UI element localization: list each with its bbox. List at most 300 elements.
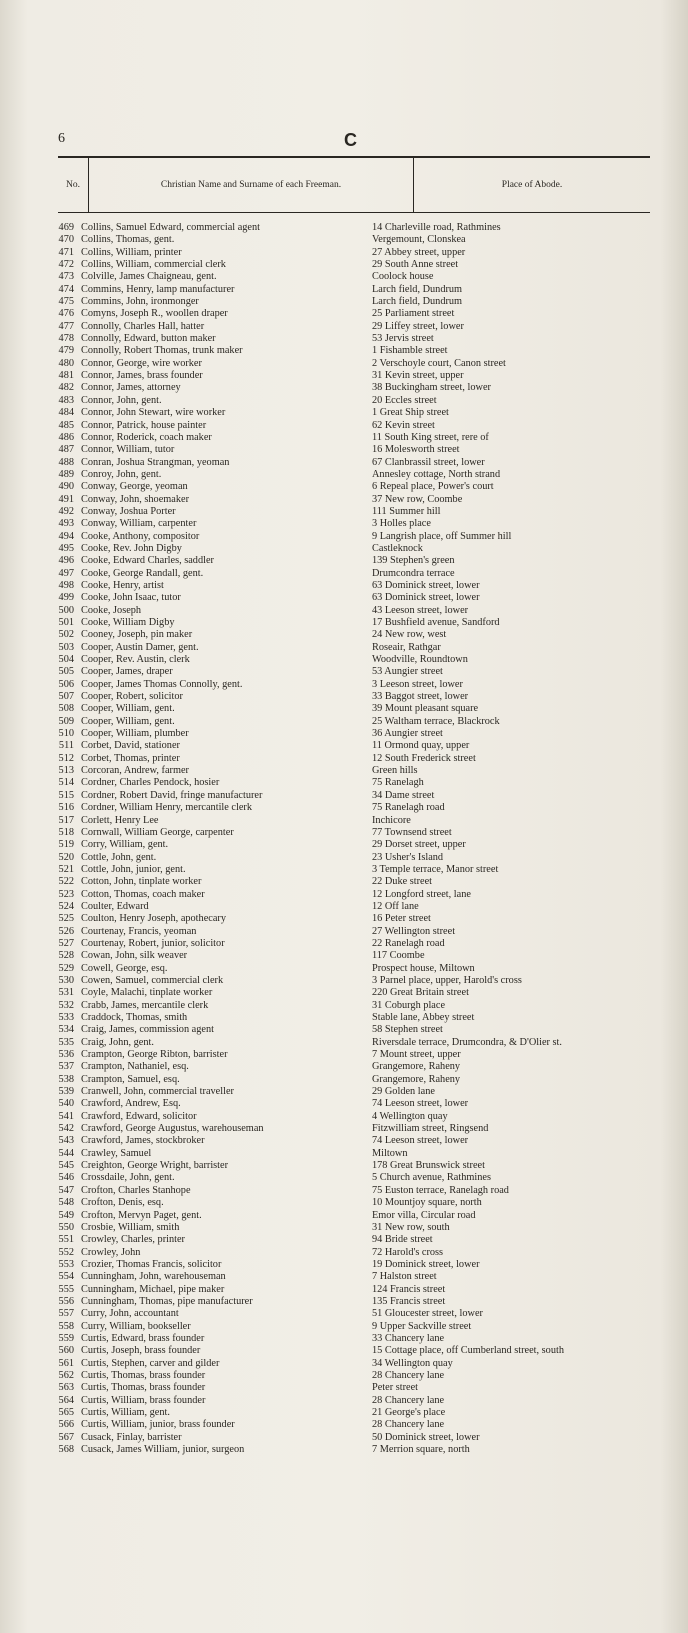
list-item (0, 950, 688, 962)
entry-number: 517 (58, 814, 74, 826)
list-item (0, 617, 688, 629)
entry-number: 501 (58, 617, 74, 628)
freeman-name: Cottle, John, gent. (81, 851, 157, 863)
place-of-abode: 29 South Anne street (372, 259, 459, 271)
list-item (0, 1358, 688, 1370)
place-of-abode: Inchicore (372, 814, 411, 826)
entry-number: 499 (58, 592, 74, 604)
list-item (0, 259, 688, 271)
freeman-name: Cowell, George, esq. (81, 962, 168, 974)
entry-number: 519 (58, 839, 74, 851)
entry-number: 492 (58, 505, 74, 517)
list-item (0, 395, 688, 407)
list-item (0, 271, 688, 283)
freeman-name: Crawford, George Augustus, warehouseman (81, 1123, 264, 1135)
entry-number: 521 (58, 863, 74, 875)
entry-number: 563 (58, 1382, 74, 1394)
freeman-name: Collins, William, commercial clerk (81, 259, 226, 271)
list-item (0, 358, 688, 370)
entry-number: 494 (58, 530, 74, 542)
entry-number: 524 (58, 900, 74, 912)
entry-number: 557 (58, 1308, 74, 1320)
entry-number: 540 (58, 1098, 74, 1110)
list-item (0, 839, 688, 851)
freeman-name: Curtis, Thomas, brass founder (81, 1382, 206, 1394)
list-item (0, 469, 688, 481)
list-item (0, 407, 688, 419)
freeman-name: Cooper, William, gent. (81, 703, 175, 715)
entry-number: 565 (58, 1407, 74, 1418)
list-item (0, 815, 688, 827)
freeman-name: Connor, John, gent. (81, 394, 162, 406)
freeman-name: Craddock, Thomas, smith (81, 1012, 188, 1023)
entry-number: 533 (58, 1012, 74, 1023)
list-item (0, 1247, 688, 1259)
place-of-abode: 37 New row, Coombe (372, 493, 463, 505)
freeman-name: Cooke, Rev. John Digby (81, 542, 182, 554)
entry-number: 549 (58, 1209, 74, 1221)
entry-number: 535 (58, 1036, 74, 1048)
table-header (58, 156, 650, 213)
freeman-name: Cranwell, John, commercial traveller (81, 1086, 234, 1098)
entry-number: 473 (58, 271, 74, 283)
list-item (0, 827, 688, 839)
place-of-abode: 94 Bride street (372, 1234, 433, 1246)
freeman-name: Cooke, John Isaac, tutor (81, 592, 181, 604)
place-of-abode: 20 Eccles street (372, 394, 437, 406)
freeman-name: Curtis, William, brass founder (81, 1394, 206, 1406)
freeman-name: Crampton, George Ribton, barrister (81, 1049, 228, 1061)
place-of-abode: 5 Church avenue, Rathmines (372, 1172, 491, 1184)
entry-number: 478 (58, 333, 74, 345)
freeman-name: Corlett, Henry Lee (81, 814, 159, 826)
place-of-abode: 50 Dominick street, lower (372, 1431, 480, 1443)
list-item (0, 654, 688, 666)
list-item (0, 1061, 688, 1073)
entry-number: 548 (58, 1197, 74, 1209)
list-item (0, 691, 688, 703)
entry-number: 529 (58, 962, 74, 974)
freeman-name: Conway, George, yeoman (81, 481, 188, 493)
list-item (0, 345, 688, 357)
place-of-abode: 62 Kevin street (372, 419, 435, 431)
list-item (0, 457, 688, 469)
place-of-abode: 74 Leeson street, lower (372, 1135, 469, 1147)
entry-number: 528 (58, 950, 74, 962)
list-item (0, 938, 688, 950)
list-item (0, 1148, 688, 1160)
list-item (0, 679, 688, 691)
entry-number: 513 (58, 765, 74, 777)
list-item (0, 1135, 688, 1147)
place-of-abode: Larch field, Dundrum (372, 283, 463, 295)
list-item (0, 1172, 688, 1184)
entry-number: 476 (58, 308, 74, 320)
list-item (0, 432, 688, 444)
list-item (0, 247, 688, 259)
entry-number: 512 (58, 752, 74, 764)
place-of-abode: Larch field, Dundrum (372, 296, 463, 308)
entry-number: 553 (58, 1258, 74, 1270)
place-of-abode: 14 Charleville road, Rathmines (372, 222, 501, 233)
entry-number: 511 (58, 740, 74, 752)
list-item (0, 1234, 688, 1246)
freeman-name: Crofton, Charles Stanhope (81, 1184, 191, 1196)
place-of-abode: Green hills (372, 765, 418, 777)
freeman-name: Curtis, Thomas, brass founder (81, 1369, 206, 1381)
freeman-name: Connor, James, attorney (81, 382, 181, 394)
entry-number: 556 (58, 1295, 74, 1307)
place-of-abode: Prospect house, Miltown (372, 962, 475, 974)
freeman-name: Curtis, William, gent. (81, 1407, 170, 1418)
freeman-name: Conway, William, carpenter (81, 518, 197, 530)
freeman-name: Cooke, Henry, artist (81, 579, 164, 591)
freeman-name: Crabb, James, mercantile clerk (81, 999, 209, 1011)
place-of-abode: 33 Baggot street, lower (372, 691, 469, 703)
place-of-abode: Annesley cottage, North strand (372, 468, 501, 480)
list-item (0, 876, 688, 888)
freeman-name: Cunningham, Thomas, pipe manufacturer (81, 1295, 253, 1307)
freeman-name: Connor, Roderick, coach maker (81, 431, 212, 443)
place-of-abode: 38 Buckingham street, lower (372, 382, 491, 394)
freeman-name: Cordner, William Henry, mercantile clerk (81, 802, 253, 814)
place-of-abode: Vergemount, Clonskea (372, 234, 466, 246)
freeman-name: Comyns, Joseph R., woollen draper (81, 308, 228, 320)
list-item (0, 1185, 688, 1197)
place-of-abode: 3 Leeson street, lower (372, 678, 463, 690)
entry-number: 516 (58, 802, 74, 814)
freeman-name: Commins, Henry, lamp manufacturer (81, 283, 235, 295)
entry-number: 514 (58, 777, 74, 789)
list-item (0, 666, 688, 678)
list-item (0, 963, 688, 975)
freeman-name: Cottle, John, junior, gent. (81, 863, 186, 875)
freeman-name: Coulter, Edward (81, 900, 149, 912)
list-item (0, 913, 688, 925)
place-of-abode: 7 Halston street (372, 1271, 437, 1283)
list-item (0, 740, 688, 752)
entry-number: 539 (58, 1086, 74, 1098)
entry-number: 564 (58, 1394, 74, 1406)
freeman-name: Crampton, Nathaniel, esq. (81, 1061, 189, 1073)
place-of-abode: 22 Ranelagh road (372, 937, 445, 949)
list-item (0, 889, 688, 901)
place-of-abode: Riversdale terrace, Drumcondra, & D'Olier st. (372, 1036, 562, 1048)
place-of-abode: 178 Great Brunswick street (372, 1160, 485, 1172)
list-item (0, 901, 688, 913)
freeman-name: Commins, John, ironmonger (81, 296, 199, 308)
list-item (0, 481, 688, 493)
entry-number: 496 (58, 555, 74, 567)
entry-number: 545 (58, 1160, 74, 1172)
entry-number: 477 (58, 320, 74, 332)
freeman-name: Crofton, Denis, esq. (81, 1197, 164, 1209)
entry-number: 567 (58, 1431, 74, 1443)
list-item (0, 420, 688, 432)
place-of-abode: 31 Coburgh place (372, 999, 446, 1011)
place-of-abode: 34 Wellington quay (372, 1357, 453, 1369)
freeman-name: Crofton, Mervyn Paget, gent. (81, 1209, 202, 1221)
entry-number: 526 (58, 925, 74, 937)
place-of-abode: 117 Coombe (372, 950, 425, 962)
place-of-abode: 27 Abbey street, upper (372, 246, 466, 258)
entry-number: 520 (58, 851, 74, 863)
entry-number: 469 (58, 222, 74, 233)
place-of-abode: 28 Chancery lane (372, 1419, 445, 1431)
entry-number: 542 (58, 1123, 74, 1135)
freeman-name: Conway, Joshua Porter (81, 505, 176, 517)
entry-number: 475 (58, 296, 74, 308)
freeman-name: Curry, John, accountant (81, 1308, 179, 1320)
place-of-abode: 11 South King street, rere of (372, 431, 489, 443)
freeman-name: Courtenay, Robert, junior, solicitor (81, 937, 225, 949)
entry-number: 510 (58, 728, 74, 740)
entry-number: 508 (58, 703, 74, 715)
freeman-name: Crowley, John (81, 1246, 141, 1258)
freeman-name: Cowen, Samuel, commercial clerk (81, 974, 224, 986)
entry-number: 525 (58, 913, 74, 925)
freeman-name: Cooper, Robert, solicitor (81, 691, 183, 703)
place-of-abode: 3 Holles place (372, 518, 431, 530)
list-item (0, 555, 688, 567)
list-item (0, 1098, 688, 1110)
list-item (0, 1308, 688, 1320)
list-item (0, 1284, 688, 1296)
entry-number: 480 (58, 357, 74, 369)
freeman-name: Crawford, Edward, solicitor (81, 1110, 197, 1122)
entry-number: 493 (58, 518, 74, 530)
place-of-abode: Fitzwilliam street, Ringsend (372, 1123, 489, 1135)
entry-number: 566 (58, 1419, 74, 1431)
place-of-abode: 16 Molesworth street (372, 444, 460, 456)
list-item (0, 592, 688, 604)
place-of-abode: 2 Verschoyle court, Canon street (372, 357, 506, 369)
place-of-abode: 29 Dorset street, upper (372, 839, 466, 851)
entry-number: 532 (58, 999, 74, 1011)
list-item (0, 518, 688, 530)
place-of-abode: 15 Cottage place, off Cumberland street, south (372, 1345, 564, 1357)
list-item (0, 370, 688, 382)
freeman-name: Corbet, David, stationer (81, 740, 180, 752)
entry-number: 544 (58, 1147, 74, 1159)
place-of-abode: 63 Dominick street, lower (372, 579, 480, 591)
place-of-abode: 7 Merrion square, north (372, 1444, 470, 1456)
freeman-name: Cornwall, William George, carpenter (81, 826, 234, 838)
list-item (0, 1321, 688, 1333)
place-of-abode: 53 Aungier street (372, 666, 443, 678)
entry-number: 471 (58, 246, 74, 258)
place-of-abode: 31 Kevin street, upper (372, 370, 464, 382)
freeman-name: Conway, John, shoemaker (81, 493, 190, 505)
freeman-list (0, 222, 688, 1456)
entry-number: 481 (58, 370, 74, 382)
place-of-abode: 1 Great Ship street (372, 407, 449, 419)
list-item (0, 987, 688, 999)
place-of-abode: 135 Francis street (372, 1295, 446, 1307)
place-of-abode: 3 Parnel place, upper, Harold's cross (372, 974, 522, 986)
entry-number: 554 (58, 1271, 74, 1283)
list-item (0, 333, 688, 345)
list-item (0, 1432, 688, 1444)
freeman-name: Connor, James, brass founder (81, 370, 203, 382)
freeman-name: Cooke, William Digby (81, 617, 175, 628)
place-of-abode: 12 Off lane (372, 900, 419, 912)
place-of-abode: 36 Aungier street (372, 728, 443, 740)
entry-number: 561 (58, 1357, 74, 1369)
place-of-abode: Woodville, Roundtown (372, 654, 468, 666)
place-of-abode: 77 Townsend street (372, 826, 452, 838)
list-item (0, 382, 688, 394)
entry-number: 491 (58, 493, 74, 505)
entry-number: 543 (58, 1135, 74, 1147)
place-of-abode: 21 George's place (372, 1407, 446, 1418)
freeman-name: Cusack, James William, junior, surgeon (81, 1444, 245, 1456)
place-of-abode: 11 Ormond quay, upper (372, 740, 470, 752)
entry-number: 488 (58, 456, 74, 468)
freeman-name: Conran, Joshua Strangman, yeoman (81, 456, 230, 468)
place-of-abode: 3 Temple terrace, Manor street (372, 863, 499, 875)
freeman-name: Connolly, Robert Thomas, trunk maker (81, 345, 243, 357)
entry-number: 546 (58, 1172, 74, 1184)
freeman-name: Colville, James Chaigneau, gent. (81, 271, 217, 283)
freeman-name: Coulton, Henry Joseph, apothecary (81, 913, 226, 925)
place-of-abode: 124 Francis street (372, 1283, 446, 1295)
entry-number: 523 (58, 888, 74, 900)
entry-number: 547 (58, 1184, 74, 1196)
freeman-name: Corbet, Thomas, printer (81, 752, 180, 764)
place-of-abode: 220 Great Britain street (372, 987, 469, 999)
entry-number: 507 (58, 691, 74, 703)
page-number: 6 (58, 131, 65, 146)
freeman-name: Cooney, Joseph, pin maker (81, 629, 193, 641)
entry-number: 559 (58, 1332, 74, 1344)
list-item (0, 543, 688, 555)
place-of-abode: 29 Golden lane (372, 1086, 435, 1098)
entry-number: 490 (58, 481, 74, 493)
list-item (0, 642, 688, 654)
entry-number: 498 (58, 579, 74, 591)
freeman-name: Collins, Thomas, gent. (81, 234, 175, 246)
freeman-name: Creighton, George Wright, barrister (81, 1160, 229, 1172)
place-of-abode: Coolock house (372, 271, 434, 283)
list-item (0, 1444, 688, 1456)
place-of-abode: 74 Leeson street, lower (372, 1098, 469, 1110)
entry-number: 534 (58, 1024, 74, 1036)
place-of-abode: 7 Mount street, upper (372, 1049, 461, 1061)
list-item (0, 1074, 688, 1086)
freeman-name: Connolly, Edward, button maker (81, 333, 216, 345)
entry-number: 474 (58, 283, 74, 295)
entry-number: 558 (58, 1320, 74, 1332)
list-item (0, 1271, 688, 1283)
list-item (0, 1382, 688, 1394)
entry-number: 537 (58, 1061, 74, 1073)
list-item (0, 444, 688, 456)
freeman-name: Curtis, Stephen, carver and gilder (81, 1357, 220, 1369)
place-of-abode: 28 Chancery lane (372, 1394, 445, 1406)
entry-number: 562 (58, 1369, 74, 1381)
place-of-abode: 17 Bushfield avenue, Sandford (372, 617, 500, 628)
entry-number: 550 (58, 1221, 74, 1233)
header-name: Christian Name and Surname of each Freeman. (89, 158, 414, 212)
list-item (0, 790, 688, 802)
place-of-abode: Miltown (372, 1147, 408, 1159)
place-of-abode: 24 New row, west (372, 629, 447, 641)
list-item (0, 580, 688, 592)
place-of-abode: 111 Summer hill (372, 505, 441, 517)
list-item (0, 296, 688, 308)
freeman-name: Cordner, Robert David, fringe manufacturer (81, 789, 263, 801)
entry-number: 515 (58, 789, 74, 801)
list-item (0, 703, 688, 715)
entry-number: 527 (58, 937, 74, 949)
place-of-abode: 1 Fishamble street (372, 345, 448, 357)
list-item (0, 494, 688, 506)
place-of-abode: 9 Upper Sackville street (372, 1320, 472, 1332)
place-of-abode: 4 Wellington quay (372, 1110, 448, 1122)
place-of-abode: 25 Parliament street (372, 308, 455, 320)
freeman-name: Connor, Patrick, house painter (81, 419, 207, 431)
place-of-abode: 63 Dominick street, lower (372, 592, 480, 604)
place-of-abode: 16 Peter street (372, 913, 431, 925)
list-item (0, 1123, 688, 1135)
list-item (0, 308, 688, 320)
freeman-name: Cooper, William, gent. (81, 715, 175, 727)
place-of-abode: 72 Harold's cross (372, 1246, 444, 1258)
freeman-name: Crawford, James, stockbroker (81, 1135, 205, 1147)
entry-number: 536 (58, 1049, 74, 1061)
entry-number: 486 (58, 431, 74, 443)
entry-number: 470 (58, 234, 74, 246)
entry-number: 506 (58, 678, 74, 690)
list-item (0, 1111, 688, 1123)
entry-number: 504 (58, 654, 74, 666)
freeman-name: Curtis, Edward, brass founder (81, 1332, 205, 1344)
entry-number: 487 (58, 444, 74, 456)
list-item (0, 1222, 688, 1234)
list-item (0, 1296, 688, 1308)
place-of-abode: 43 Leeson street, lower (372, 604, 469, 616)
freeman-name: Cooper, Rev. Austin, clerk (81, 654, 190, 666)
freeman-name: Craig, James, commission agent (81, 1024, 214, 1036)
freeman-name: Cooper, William, plumber (81, 728, 189, 740)
list-item (0, 802, 688, 814)
list-item (0, 1024, 688, 1036)
place-of-abode: 12 South Frederick street (372, 752, 476, 764)
freeman-name: Corcoran, Andrew, farmer (81, 765, 189, 777)
entry-number: 495 (58, 542, 74, 554)
list-item (0, 1012, 688, 1024)
list-item (0, 1086, 688, 1098)
entry-number: 551 (58, 1234, 74, 1246)
list-item (0, 531, 688, 543)
list-item (0, 1419, 688, 1431)
freeman-name: Cowan, John, silk weaver (81, 950, 188, 962)
entry-number: 560 (58, 1345, 74, 1357)
header-no: No. (58, 158, 89, 212)
list-item (0, 1345, 688, 1357)
entry-number: 518 (58, 826, 74, 838)
entry-number: 509 (58, 715, 74, 727)
entry-number: 503 (58, 641, 74, 653)
list-item (0, 1160, 688, 1172)
list-item (0, 1259, 688, 1271)
place-of-abode: Roseair, Rathgar (372, 641, 441, 653)
entry-number: 479 (58, 345, 74, 357)
freeman-name: Craig, John, gent. (81, 1036, 154, 1048)
header-abode: Place of Abode. (501, 180, 563, 190)
place-of-abode: 25 Waltham terrace, Blackrock (372, 715, 500, 727)
